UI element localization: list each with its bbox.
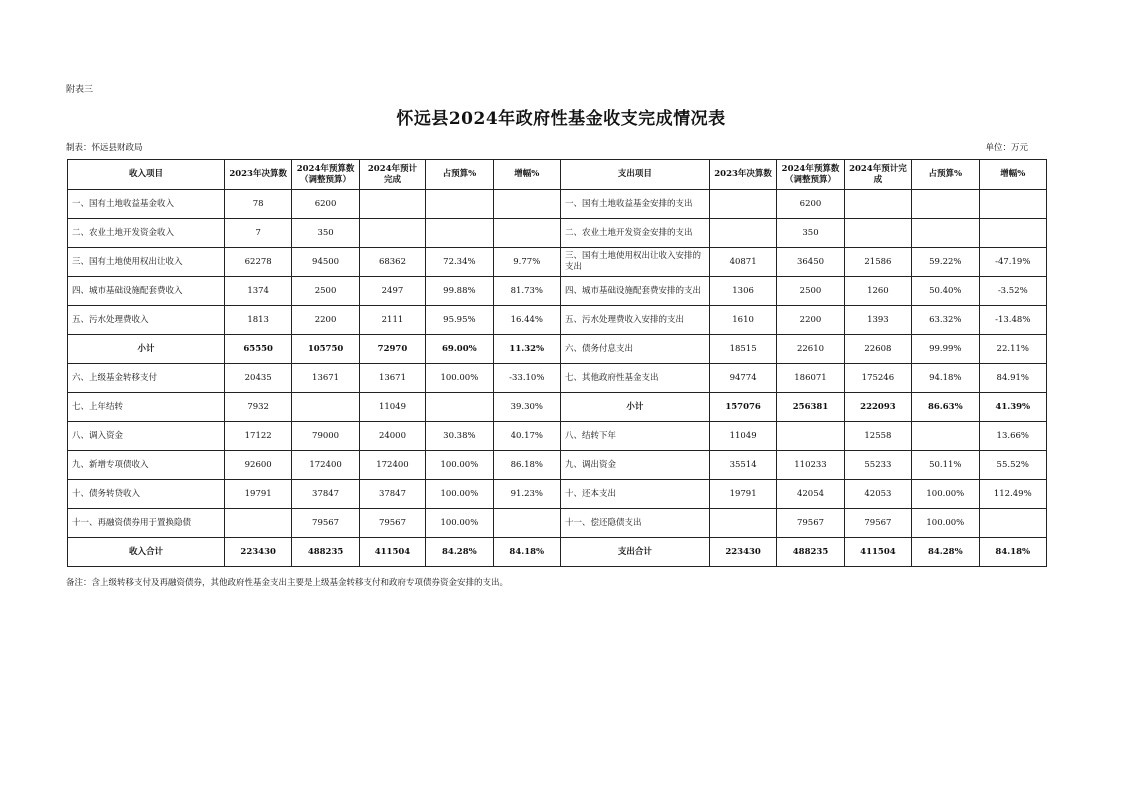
value-cell: -3.52% — [979, 277, 1046, 306]
value-cell: 6200 — [777, 190, 844, 219]
value-cell: 99.88% — [426, 277, 493, 306]
value-cell: 7 — [224, 219, 291, 248]
value-cell: 35514 — [709, 451, 776, 480]
value-cell: 11.32% — [493, 335, 560, 364]
item-cell: 二、农业土地开发资金安排的支出 — [560, 219, 709, 248]
value-cell: 41.39% — [979, 393, 1046, 422]
value-cell: 157076 — [709, 393, 776, 422]
table-row — [68, 248, 1047, 277]
value-cell: 95.95% — [426, 306, 493, 335]
value-cell — [912, 422, 979, 451]
value-cell: 86.18% — [493, 451, 560, 480]
value-cell — [224, 509, 291, 538]
value-cell: 72970 — [359, 335, 425, 364]
value-cell: 84.28% — [426, 538, 493, 567]
value-cell: 37847 — [359, 480, 425, 509]
value-cell — [709, 219, 776, 248]
value-cell: 100.00% — [426, 480, 493, 509]
value-cell: 81.73% — [493, 277, 560, 306]
value-cell: 2111 — [359, 306, 425, 335]
value-cell: 1306 — [709, 277, 776, 306]
value-cell: 40.17% — [493, 422, 560, 451]
value-cell: 79567 — [359, 509, 425, 538]
value-cell — [979, 509, 1046, 538]
value-cell: 488235 — [777, 538, 844, 567]
col-header-expense-budget: 2024年预算数（调整预算） — [777, 160, 844, 190]
item-cell: 一、国有土地收益基金收入 — [68, 190, 225, 219]
table-row — [68, 190, 1047, 219]
item-cell: 十、债务转贷收入 — [68, 480, 225, 509]
table-row — [68, 219, 1047, 248]
value-cell — [979, 219, 1046, 248]
value-cell — [979, 190, 1046, 219]
value-cell: 84.28% — [912, 538, 979, 567]
value-cell: 2497 — [359, 277, 425, 306]
table-row — [68, 306, 1047, 335]
value-cell: 50.11% — [912, 451, 979, 480]
value-cell: 2200 — [777, 306, 844, 335]
value-cell: 175246 — [844, 364, 911, 393]
value-cell: 350 — [777, 219, 844, 248]
value-cell: 18515 — [709, 335, 776, 364]
value-cell: 99.99% — [912, 335, 979, 364]
footnote: 备注：含上级转移支付及再融资债券，其他政府性基金支出主要是上级基金转移支付和政府专项债券资金安排的支出。 — [66, 578, 509, 588]
item-cell: 九、新增专项债收入 — [68, 451, 225, 480]
col-header-income-estimate: 2024年预计完成 — [359, 160, 425, 190]
item-cell: 五、污水处理费收入 — [68, 306, 225, 335]
value-cell: 13671 — [292, 364, 359, 393]
col-header-expense-2023: 2023年决算数 — [709, 160, 776, 190]
attachment-label: 附表三 — [66, 85, 94, 95]
value-cell: 72.34% — [426, 248, 493, 277]
value-cell: 2200 — [292, 306, 359, 335]
value-cell: 55.52% — [979, 451, 1046, 480]
item-cell: 四、城市基础设施配套费安排的支出 — [560, 277, 709, 306]
value-cell: 40871 — [709, 248, 776, 277]
value-cell: 411504 — [844, 538, 911, 567]
col-header-income-2023: 2023年决算数 — [224, 160, 291, 190]
value-cell: 13.66% — [979, 422, 1046, 451]
value-cell: 2500 — [777, 277, 844, 306]
value-cell: 79567 — [844, 509, 911, 538]
value-cell: 24000 — [359, 422, 425, 451]
value-cell: 42054 — [777, 480, 844, 509]
value-cell: 11049 — [709, 422, 776, 451]
table-row — [68, 277, 1047, 306]
value-cell — [493, 509, 560, 538]
item-cell: 九、调出资金 — [560, 451, 709, 480]
table-row — [68, 364, 1047, 393]
value-cell: 65550 — [224, 335, 291, 364]
value-cell: 30.38% — [426, 422, 493, 451]
item-cell: 小计 — [560, 393, 709, 422]
value-cell: 9.77% — [493, 248, 560, 277]
value-cell: 12558 — [844, 422, 911, 451]
value-cell: 22.11% — [979, 335, 1046, 364]
item-cell: 小计 — [68, 335, 225, 364]
value-cell: -13.48% — [979, 306, 1046, 335]
item-cell: 一、国有土地收益基金安排的支出 — [560, 190, 709, 219]
item-cell: 六、债务付息支出 — [560, 335, 709, 364]
value-cell: 1374 — [224, 277, 291, 306]
value-cell: 6200 — [292, 190, 359, 219]
value-cell — [709, 190, 776, 219]
value-cell: 59.22% — [912, 248, 979, 277]
item-cell: 五、污水处理费收入安排的支出 — [560, 306, 709, 335]
value-cell: 112.49% — [979, 480, 1046, 509]
unit-label: 单位：万元 — [985, 143, 1028, 153]
col-header-expense-growth: 增幅% — [979, 160, 1046, 190]
value-cell: 84.18% — [979, 538, 1046, 567]
value-cell: 94500 — [292, 248, 359, 277]
item-cell: 收入合计 — [68, 538, 225, 567]
table-row — [68, 480, 1047, 509]
col-header-income-item: 收入项目 — [68, 160, 225, 190]
value-cell: 256381 — [777, 393, 844, 422]
item-cell: 八、结转下年 — [560, 422, 709, 451]
value-cell: 350 — [292, 219, 359, 248]
col-header-income-budget: 2024年预算数（调整预算） — [292, 160, 359, 190]
value-cell: 110233 — [777, 451, 844, 480]
table-row — [68, 393, 1047, 422]
item-cell: 七、上年结转 — [68, 393, 225, 422]
col-header-expense-estimate: 2024年预计完成 — [844, 160, 911, 190]
value-cell: 22608 — [844, 335, 911, 364]
col-header-income-pct: 占预算% — [426, 160, 493, 190]
value-cell: 19791 — [709, 480, 776, 509]
table-row — [68, 335, 1047, 364]
item-cell: 六、上级基金转移支付 — [68, 364, 225, 393]
value-cell: 1393 — [844, 306, 911, 335]
value-cell: 223430 — [709, 538, 776, 567]
value-cell: 411504 — [359, 538, 425, 567]
value-cell: 1610 — [709, 306, 776, 335]
value-cell: 79000 — [292, 422, 359, 451]
value-cell: 55233 — [844, 451, 911, 480]
value-cell: 13671 — [359, 364, 425, 393]
value-cell: 20435 — [224, 364, 291, 393]
item-cell: 四、城市基础设施配套费收入 — [68, 277, 225, 306]
value-cell: 68362 — [359, 248, 425, 277]
value-cell: 94774 — [709, 364, 776, 393]
value-cell — [359, 219, 425, 248]
value-cell: 17122 — [224, 422, 291, 451]
table-row — [68, 509, 1047, 538]
page-title: 怀远县2024年政府性基金收支完成情况表 — [396, 109, 726, 129]
item-cell: 十一、偿还隐债支出 — [560, 509, 709, 538]
item-cell: 二、农业土地开发资金收入 — [68, 219, 225, 248]
maker-label: 制表：怀远县财政局 — [66, 143, 143, 153]
value-cell: 488235 — [292, 538, 359, 567]
value-cell — [912, 219, 979, 248]
value-cell: 100.00% — [912, 509, 979, 538]
value-cell: 42053 — [844, 480, 911, 509]
value-cell: 86.63% — [912, 393, 979, 422]
value-cell — [426, 393, 493, 422]
value-cell — [493, 219, 560, 248]
value-cell: 63.32% — [912, 306, 979, 335]
value-cell: 84.18% — [493, 538, 560, 567]
value-cell: 223430 — [224, 538, 291, 567]
item-cell: 十一、再融资债券用于置换隐债 — [68, 509, 225, 538]
value-cell: 100.00% — [426, 509, 493, 538]
value-cell: 50.40% — [912, 277, 979, 306]
value-cell — [844, 219, 911, 248]
value-cell: 21586 — [844, 248, 911, 277]
value-cell — [709, 509, 776, 538]
value-cell: 39.30% — [493, 393, 560, 422]
value-cell: 105750 — [292, 335, 359, 364]
value-cell: 1813 — [224, 306, 291, 335]
value-cell — [359, 190, 425, 219]
value-cell: 22610 — [777, 335, 844, 364]
value-cell: -47.19% — [979, 248, 1046, 277]
item-cell: 七、其他政府性基金支出 — [560, 364, 709, 393]
value-cell: 100.00% — [426, 451, 493, 480]
value-cell: 84.91% — [979, 364, 1046, 393]
value-cell — [912, 190, 979, 219]
value-cell: 100.00% — [426, 364, 493, 393]
value-cell: 19791 — [224, 480, 291, 509]
col-header-expense-pct: 占预算% — [912, 160, 979, 190]
value-cell — [292, 393, 359, 422]
value-cell: 222093 — [844, 393, 911, 422]
value-cell: 100.00% — [912, 480, 979, 509]
value-cell: 2500 — [292, 277, 359, 306]
table-row — [68, 538, 1047, 567]
table-header-row — [68, 160, 1047, 190]
item-cell: 支出合计 — [560, 538, 709, 567]
item-cell: 三、国有土地使用权出让收入安排的支出 — [560, 248, 709, 277]
table-row — [68, 422, 1047, 451]
value-cell — [493, 190, 560, 219]
value-cell — [426, 190, 493, 219]
item-cell: 三、国有土地使用权出让收入 — [68, 248, 225, 277]
value-cell: -33.10% — [493, 364, 560, 393]
value-cell — [844, 190, 911, 219]
value-cell: 79567 — [777, 509, 844, 538]
value-cell: 62278 — [224, 248, 291, 277]
table-row — [68, 451, 1047, 480]
fund-table — [67, 159, 1047, 567]
value-cell: 78 — [224, 190, 291, 219]
value-cell: 7932 — [224, 393, 291, 422]
value-cell — [777, 422, 844, 451]
value-cell: 91.23% — [493, 480, 560, 509]
value-cell: 186071 — [777, 364, 844, 393]
value-cell: 172400 — [292, 451, 359, 480]
value-cell: 172400 — [359, 451, 425, 480]
value-cell: 92600 — [224, 451, 291, 480]
value-cell: 79567 — [292, 509, 359, 538]
value-cell: 11049 — [359, 393, 425, 422]
value-cell: 94.18% — [912, 364, 979, 393]
value-cell: 69.00% — [426, 335, 493, 364]
value-cell: 1260 — [844, 277, 911, 306]
value-cell: 37847 — [292, 480, 359, 509]
value-cell: 36450 — [777, 248, 844, 277]
col-header-expense-item: 支出项目 — [560, 160, 709, 190]
value-cell — [426, 219, 493, 248]
item-cell: 八、调入资金 — [68, 422, 225, 451]
item-cell: 十、还本支出 — [560, 480, 709, 509]
value-cell: 16.44% — [493, 306, 560, 335]
col-header-income-growth: 增幅% — [493, 160, 560, 190]
